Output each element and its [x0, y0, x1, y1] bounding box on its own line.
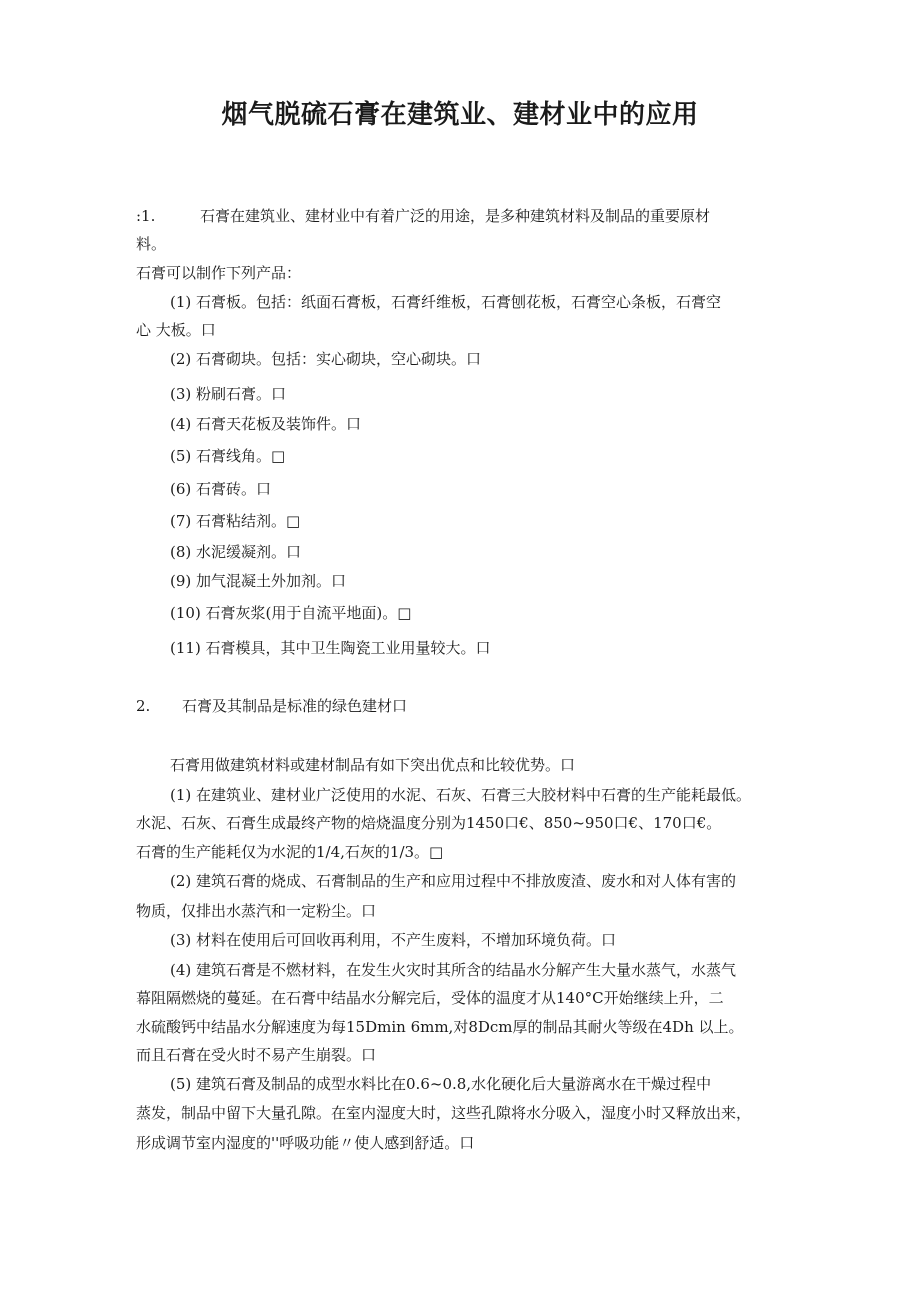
- point-4-line1: (4) 建筑石膏是不燃材料，在发生火灾时其所含的结晶水分解产生大量水蒸气，水蒸气: [170, 961, 737, 979]
- point-1-line2: 水泥、石灰、石膏生成最终产物的焙烧温度分别为1450口€、850~950口€、170口€。: [136, 814, 722, 832]
- products-intro: 石膏可以制作下列产品：: [136, 264, 302, 282]
- list-item: (2) 石膏砌块。包括：实心砌块，空心砌块。口: [170, 350, 482, 368]
- document-title: 烟气脱硫石膏在建筑业、建材业中的应用: [221, 100, 699, 130]
- point-5-line3: 形成调节室内湿度的''呼吸功能〃使人感到舒适。口: [136, 1134, 475, 1152]
- list-item: (7) 石膏粘结剂。□: [170, 512, 301, 530]
- section2-number: 2.: [136, 697, 151, 715]
- section2-heading-row: [136, 696, 407, 716]
- point-4-line4: 而且石膏在受火时不易产生崩裂。口: [136, 1046, 377, 1064]
- point-5-line1: (5) 建筑石膏及制品的成型水料比在0.6~0.8,水化硬化后大量游离水在干燥过程中: [170, 1075, 712, 1093]
- point-1-line1: (1) 在建筑业、建材业广泛使用的水泥、石灰、石膏三大胶材料中石膏的生产能耗最低。: [170, 786, 752, 804]
- list-item: (11) 石膏模具，其中卫生陶瓷工业用量较大。口: [170, 639, 491, 657]
- section1-intro-line1: 石膏在建筑业、建材业中有着广泛的用途，是多种建筑材料及制品的重要原材: [200, 207, 711, 225]
- section2-heading: 石膏及其制品是标准的绿色建材口: [182, 697, 408, 715]
- section2-intro: 石膏用做建筑材料或建材制品有如下突出优点和比较优势。口: [170, 756, 576, 774]
- list-item: (6) 石膏砖。口: [170, 480, 272, 498]
- list-item: (1) 石膏板。包括：纸面石膏板，石膏纤维板，石膏刨花板，石膏空心条板，石膏空: [170, 293, 722, 311]
- list-item: (9) 加气混凝土外加剂。口: [170, 572, 347, 590]
- list-item: (3) 粉刷石膏。口: [170, 385, 287, 403]
- section1-intro-line2: 料。: [136, 235, 167, 253]
- point-3-line1: (3) 材料在使用后可回收再利用，不产生废料，不增加环境负荷。口: [170, 931, 617, 949]
- section1-number: :1.: [136, 207, 156, 225]
- list-item: (4) 石膏天花板及装饰件。口: [170, 415, 362, 433]
- list-item: (8) 水泥缓凝剂。口: [170, 543, 302, 561]
- point-4-line3: 水硫酸钙中结晶水分解速度为每15Dmin 6mm,对8Dcm厚的制品其耐火等级在4Dh 以上。: [136, 1018, 744, 1036]
- list-item-continuation: 心 大板。口: [136, 321, 216, 339]
- section1-intro: [136, 206, 710, 226]
- point-5-line2: 蒸发，制品中留下大量孔隙。在室内湿度大时，这些孔隙将水分吸入，湿度小时又释放出来，: [136, 1104, 752, 1122]
- point-2-line2: 物质，仅排出水蒸汽和一定粉尘。口: [136, 902, 377, 920]
- point-4-line2: 幕阻隔燃烧的蔓延。在石膏中结晶水分解完后，受体的温度才从140°C开始继续上升，二: [136, 989, 724, 1007]
- point-1-line3: 石膏的生产能耗仅为水泥的1/4,石灰的1/3。□: [136, 843, 444, 861]
- list-item: (10) 石膏灰浆(用于自流平地面)。□: [170, 604, 412, 622]
- point-2-line1: (2) 建筑石膏的烧成、石膏制品的生产和应用过程中不排放废渣、废水和对人体有害的: [170, 872, 737, 890]
- list-item: (5) 石膏线角。□: [170, 447, 286, 465]
